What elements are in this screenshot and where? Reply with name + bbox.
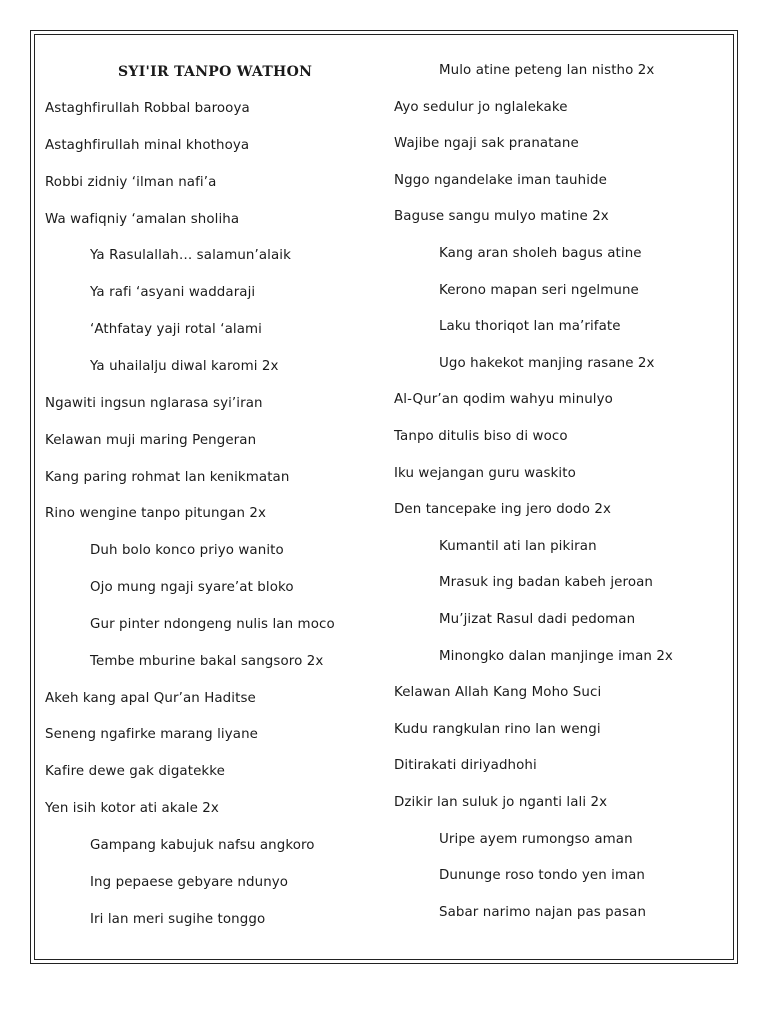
poem-line: Kelawan Allah Kang Moho Suci (394, 685, 602, 701)
poem-line: Kelawan muji maring Pengeran (45, 432, 257, 448)
poem-line: Kafire dewe gak digatekke (45, 764, 225, 780)
poem-line: Ojo mung ngaji syare’at bloko (90, 580, 294, 596)
poem-line: Dzikir lan suluk jo nganti lali 2x (394, 795, 608, 810)
poem-line: Yen isih kotor ati akale 2x (45, 801, 219, 817)
poem-line: Astaghfirullah minal khothoya (45, 137, 250, 153)
poem-line: Baguse sangu mulyo matine 2x (394, 209, 609, 225)
poem-line: Sabar narimo najan pas pasan (439, 904, 647, 920)
poem-line: Ditirakati diriyadhohi (394, 758, 537, 774)
poem-line: Ugo hakekot manjing rasane 2x (439, 355, 655, 371)
poem-line: Gur pinter ndongeng nulis lan moco (90, 616, 335, 632)
poem-line: Wajibe ngaji sak pranatane (394, 136, 579, 152)
poem-line: Minongko dalan manjinge iman 2x (439, 648, 673, 664)
poem-line: Robbi zidniy ‘ilman nafi’a (45, 174, 217, 190)
poem-line: Iri lan meri sugihe tonggo (90, 911, 266, 927)
poem-line: Tembe mburine bakal sangsoro 2x (90, 653, 324, 669)
poem-line: Dununge roso tondo yen iman (439, 868, 646, 884)
poem-title: SYI'IR TANPO WATHON (118, 64, 313, 80)
poem-line: Ya uhailalju diwal karomi 2x (90, 358, 279, 374)
poem-line: Tanpo ditulis biso di woco (394, 429, 568, 444)
poem-line: Ing pepaese gebyare ndunyo (90, 874, 289, 890)
poem-line: Akeh kang apal Qur’an Haditse (45, 690, 256, 706)
poem-line: Al-Qur’an qodim wahyu minulyo (394, 392, 613, 408)
poem-line: Mrasuk ing badan kabeh jeroan (439, 575, 654, 591)
poem-line: Nggo ngandelake iman tauhide (394, 172, 607, 188)
poem-line: Duh bolo konco priyo wanito (90, 543, 284, 559)
poem-line: ‘Athfatay yaji rotal ‘alami (90, 322, 262, 338)
poem-line: Gampang kabujuk nafsu angkoro (90, 838, 315, 853)
poem-line: Kumantil ati lan pikiran (439, 538, 597, 554)
poem-line: Uripe ayem rumongso aman (439, 831, 633, 847)
poem-line: Kang aran sholeh bagus atine (439, 246, 642, 261)
poem-line: Astaghfirullah Robbal barooya (45, 101, 250, 116)
poem-line: Wa wafiqniy ‘amalan sholiha (45, 211, 240, 227)
poem-line: Laku thoriqot lan ma’rifate (439, 319, 621, 335)
poem-line: Ya rafi ‘asyani waddaraji (90, 285, 256, 301)
poem-line: Kerono mapan seri ngelmune (439, 282, 639, 298)
poem-line: Iku wejangan guru waskito (394, 465, 576, 481)
poem-line: Kang paring rohmat lan kenikmatan (45, 469, 290, 485)
poem-line: Mu’jizat Rasul dadi pedoman (439, 612, 636, 627)
poem-line: Seneng ngafirke marang liyane (45, 727, 259, 743)
poem-line: Mulo atine peteng lan nistho 2x (439, 63, 655, 78)
poem-line: Den tancepake ing jero dodo 2x (394, 502, 611, 518)
poem-line: Ya Rasulallah… salamun’alaik (90, 248, 291, 264)
page-border-inner (34, 34, 734, 960)
poem-line: Kudu rangkulan rino lan wengi (394, 721, 601, 737)
poem-line: Ngawiti ingsun nglarasa syi’iran (45, 395, 263, 411)
poem-line: Rino wengine tanpo pitungan 2x (45, 506, 267, 522)
poem-line: Ayo sedulur jo nglalekake (394, 99, 568, 115)
